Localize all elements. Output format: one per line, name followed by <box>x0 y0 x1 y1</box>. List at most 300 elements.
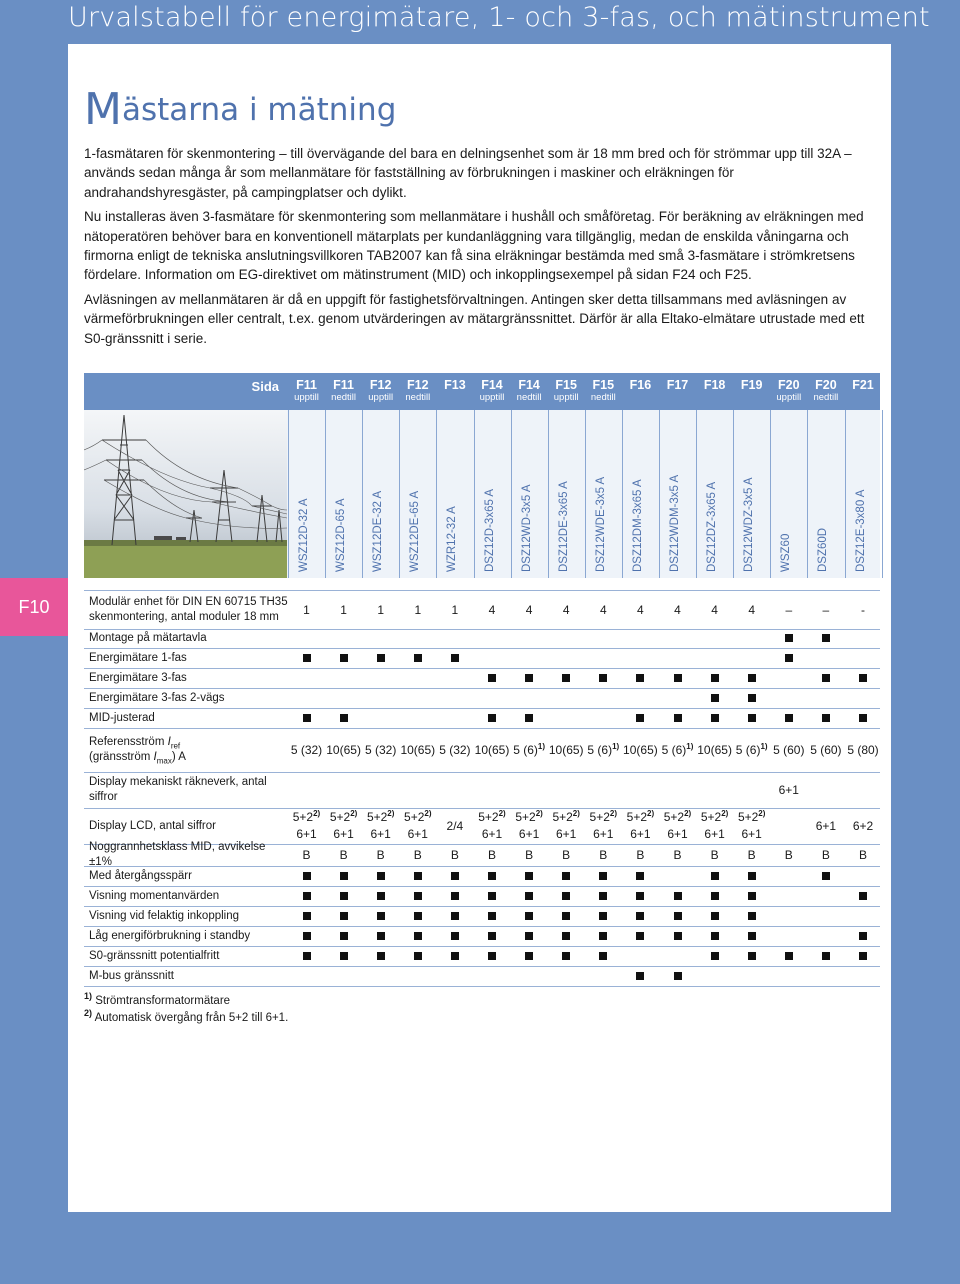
check-square-icon <box>599 932 607 940</box>
table-cell <box>622 648 659 668</box>
check-square-icon <box>377 872 385 880</box>
table-cell: B <box>784 847 793 862</box>
page-ref-position: nedtill <box>516 392 542 403</box>
check-square-icon <box>525 872 533 880</box>
row-label: Referensström $I_{ref}$ (gränsström $I_{max}$) A <box>89 736 186 766</box>
model-name: DSZ12DZ-3x65 A <box>706 481 719 572</box>
check-square-icon <box>340 872 348 880</box>
table-cell <box>362 866 399 886</box>
table-cell <box>362 966 399 986</box>
intro-paragraph: Avläsningen av mellanmätaren är då en uppgift för fastighetsförvaltningen. Antingen sker detta tillsammans med avläsningen av värmeförbrukningen eller centralt, t.ex. genom utvärderingen av mätargränssnittet. Därför är alla Eltako-elmätare utrustade med ett S0-gränssnitt i serie. <box>84 291 865 346</box>
table-cell <box>474 946 511 966</box>
model-name: WSZ12DE-65 A <box>409 490 422 572</box>
check-square-icon <box>562 674 570 682</box>
table-cell: 4 <box>674 602 681 617</box>
check-square-icon <box>859 674 867 682</box>
table-cell: $5+2^{2)}$ 6+1 <box>404 809 432 841</box>
table-cell: 5 (32) <box>365 742 397 757</box>
table-cell: $5+2^{2)}$ 6+1 <box>478 809 506 841</box>
check-square-icon <box>748 912 756 920</box>
check-square-icon <box>525 932 533 940</box>
table-row <box>84 668 880 689</box>
check-square-icon <box>859 892 867 900</box>
page-ref-number: F14 <box>518 378 540 392</box>
page-ref-number: F15 <box>592 378 615 392</box>
table-cell: $5+2^{2)}$ 6+1 <box>366 809 395 841</box>
table-cell: 1 <box>377 602 385 617</box>
table-cell: 4 <box>525 602 533 617</box>
column-divider <box>882 410 883 578</box>
table-row <box>84 886 880 907</box>
check-square-icon <box>822 674 830 682</box>
table-cell <box>845 708 882 728</box>
table-cell <box>585 648 622 668</box>
check-square-icon <box>562 872 570 880</box>
table-cell <box>622 966 659 986</box>
row-label: Display LCD, antal siffror <box>89 819 216 832</box>
table-row <box>84 966 880 987</box>
table-cell <box>770 628 807 648</box>
page-ref-number: F20 <box>815 378 837 392</box>
table-cell <box>474 886 511 906</box>
check-square-icon <box>451 912 459 920</box>
table-cell <box>325 926 362 946</box>
table-cell <box>511 886 548 906</box>
table-cell <box>474 966 511 986</box>
table-cell: 6+1 <box>815 818 837 833</box>
table-cell: 4 <box>488 602 496 617</box>
check-square-icon <box>711 714 719 722</box>
check-square-icon <box>414 912 422 920</box>
column-divider <box>622 410 623 578</box>
page-ref-position: nedtill <box>590 392 616 403</box>
table-row <box>84 708 880 729</box>
table-cell <box>436 966 473 986</box>
table-cell: $5+2^{2)}$ 6+1 <box>737 809 766 841</box>
table-cell <box>733 668 770 688</box>
table-cell <box>733 628 770 648</box>
table-cell: $5+2^{2)}$ 6+1 <box>626 809 655 841</box>
table-cell <box>845 906 882 926</box>
intro-text <box>84 144 876 353</box>
table-cell <box>659 648 696 668</box>
table-cell: 5 (60) <box>773 742 805 757</box>
check-square-icon <box>599 912 607 920</box>
table-cell <box>770 886 807 906</box>
check-square-icon <box>340 714 348 722</box>
table-cell: 1 <box>414 602 422 617</box>
table-cell: 4 <box>637 602 644 617</box>
check-square-icon <box>822 952 830 960</box>
table-cell <box>845 648 882 668</box>
table-cell: $5+2^{2)}$ 6+1 <box>292 809 321 841</box>
table-cell <box>585 688 622 708</box>
table-cell <box>511 946 548 966</box>
check-square-icon <box>785 952 793 960</box>
check-square-icon <box>748 714 756 722</box>
table-cell <box>733 772 770 808</box>
footnote-text: Strömtransformatormätare <box>92 995 231 1007</box>
column-divider <box>548 410 549 578</box>
table-cell <box>622 708 659 728</box>
check-square-icon <box>859 932 867 940</box>
table-cell <box>362 772 399 808</box>
row-label: Visning vid felaktig inkoppling <box>89 909 240 922</box>
table-cell <box>511 688 548 708</box>
table-cell <box>696 648 733 668</box>
table-cell: $5+2^{2)}$ 6+1 <box>515 809 543 841</box>
check-square-icon <box>674 674 682 682</box>
model-name: WSZ12D-32 A <box>298 498 310 572</box>
check-square-icon <box>340 912 348 920</box>
check-square-icon <box>711 892 719 900</box>
page-ref-position: nedtill <box>331 392 356 403</box>
model-name: WSZ12DE-32 A <box>372 490 385 572</box>
table-cell <box>548 668 585 688</box>
model-name: DSZ12WD-3x5 A <box>520 484 533 572</box>
table-row <box>84 688 880 709</box>
check-square-icon <box>748 892 756 900</box>
table-cell <box>511 926 548 946</box>
check-square-icon <box>599 952 607 960</box>
row-label: Energimätare 3-fas 2-vägs <box>89 691 225 704</box>
page-ref-position: nedtill <box>813 392 839 403</box>
table-cell <box>845 926 882 946</box>
column-divider <box>845 410 846 578</box>
table-cell <box>659 866 696 886</box>
table-cell: B <box>673 847 682 862</box>
table-cell <box>288 906 325 926</box>
table-cell <box>436 866 473 886</box>
table-cell: 5 $(6)^{1)}$ <box>735 741 768 757</box>
column-divider <box>288 410 289 578</box>
column-divider <box>696 410 697 578</box>
table-cell <box>362 628 399 648</box>
table-cell <box>436 648 473 668</box>
check-square-icon <box>451 952 459 960</box>
table-cell <box>399 946 436 966</box>
table-cell: 10(65) <box>623 742 658 757</box>
table-cell <box>696 966 733 986</box>
table-cell <box>696 772 733 808</box>
check-square-icon <box>748 694 756 702</box>
table-header-row <box>84 373 880 410</box>
table-cell <box>288 628 325 648</box>
table-cell: 10(65) <box>400 742 436 757</box>
check-square-icon <box>785 654 793 662</box>
table-cell <box>474 906 511 926</box>
table-cell <box>288 946 325 966</box>
column-divider <box>659 410 660 578</box>
check-square-icon <box>599 674 607 682</box>
table-cell <box>288 648 325 668</box>
table-cell <box>807 708 844 728</box>
table-cell: B <box>747 847 756 862</box>
table-cell <box>622 926 659 946</box>
table-cell <box>511 772 548 808</box>
page-ref-number: F11 <box>333 378 355 392</box>
table-cell: 6+1 <box>778 782 799 797</box>
table-cell <box>399 906 436 926</box>
check-square-icon <box>636 674 644 682</box>
table-cell <box>399 708 436 728</box>
column-divider <box>474 410 475 578</box>
table-cell: 4 <box>711 602 718 617</box>
check-square-icon <box>340 892 348 900</box>
table-cell: B <box>413 847 422 862</box>
table-cell: 4 <box>562 602 570 617</box>
row-label: Display mekaniskt räkneverk, antal siffror <box>89 776 267 803</box>
table-cell: 4 <box>599 602 607 617</box>
table-cell <box>436 926 473 946</box>
table-cell <box>436 708 473 728</box>
table-cell <box>622 772 659 808</box>
table-cell <box>696 668 733 688</box>
column-divider <box>362 410 363 578</box>
check-square-icon <box>711 952 719 960</box>
page-heading <box>84 84 396 135</box>
table-cell: B <box>302 847 311 862</box>
table-cell: $5+2^{2)}$ 6+1 <box>329 809 358 841</box>
check-square-icon <box>636 912 644 920</box>
table-cell: – <box>785 602 793 617</box>
page-ref-position: upptill <box>368 392 394 403</box>
check-square-icon <box>340 654 348 662</box>
table-cell <box>511 966 548 986</box>
table-cell: B <box>487 847 496 862</box>
table-cell <box>770 668 807 688</box>
table-cell: – <box>822 602 830 617</box>
model-name: DSZ12WDE-3x5 A <box>594 476 607 572</box>
table-row <box>84 590 880 630</box>
check-square-icon <box>599 892 607 900</box>
table-cell <box>807 926 844 946</box>
table-cell <box>436 906 473 926</box>
model-name: WZR12-32 A <box>446 506 459 572</box>
heading-rest: ästarna i mätning <box>121 92 397 128</box>
check-square-icon <box>599 872 607 880</box>
table-cell <box>511 648 548 668</box>
check-square-icon <box>303 872 311 880</box>
check-square-icon <box>303 892 311 900</box>
page-ref-number: F13 <box>444 378 466 392</box>
table-cell <box>548 708 585 728</box>
table-cell <box>585 966 622 986</box>
column-divider <box>585 410 586 578</box>
table-cell <box>325 772 362 808</box>
check-square-icon <box>340 952 348 960</box>
table-cell <box>659 946 696 966</box>
check-square-icon <box>451 932 459 940</box>
column-divider <box>807 410 808 578</box>
table-cell <box>511 668 548 688</box>
column-divider <box>733 410 734 578</box>
table-cell <box>362 906 399 926</box>
check-square-icon <box>414 952 422 960</box>
check-square-icon <box>303 714 311 722</box>
check-square-icon <box>636 932 644 940</box>
page-ref-number: F16 <box>629 378 652 392</box>
table-cell <box>325 946 362 966</box>
row-label: Noggrannhetsklass MID, avvikelse ±1% <box>89 841 266 868</box>
check-square-icon <box>748 872 756 880</box>
table-cell <box>659 772 696 808</box>
page-ref-number: F18 <box>703 378 726 392</box>
check-square-icon <box>748 674 756 682</box>
table-cell <box>659 966 696 986</box>
page-ref-number: F20 <box>778 378 800 392</box>
table-cell <box>585 946 622 966</box>
check-square-icon <box>748 952 756 960</box>
bottom-band <box>68 1212 891 1284</box>
check-square-icon <box>377 932 385 940</box>
table-row <box>84 841 880 868</box>
power-lines-photo <box>84 410 287 578</box>
table-cell <box>807 772 844 808</box>
table-cell <box>325 668 362 688</box>
table-cell <box>659 688 696 708</box>
table-cell <box>845 966 882 986</box>
table-cell <box>696 886 733 906</box>
table-cell <box>622 886 659 906</box>
table-cell <box>325 906 362 926</box>
row-label: Med återgångsspärr <box>89 869 192 882</box>
check-square-icon <box>785 714 793 722</box>
table-cell <box>733 886 770 906</box>
table-cell: B <box>710 847 719 862</box>
table-cell <box>696 946 733 966</box>
check-square-icon <box>488 872 496 880</box>
table-cell <box>548 772 585 808</box>
table-cell: 5 (32) <box>290 742 323 757</box>
header-bar <box>0 0 960 44</box>
heading-initial: M <box>84 84 122 135</box>
table-cell <box>362 708 399 728</box>
table-cell: - <box>861 602 865 617</box>
table-cell <box>659 668 696 688</box>
table-cell <box>845 668 882 688</box>
check-square-icon <box>377 892 385 900</box>
check-square-icon <box>414 892 422 900</box>
table-cell: B <box>525 847 534 862</box>
table-cell <box>288 772 325 808</box>
table-cell: 4 <box>748 602 756 617</box>
table-cell <box>696 628 733 648</box>
table-cell: 10(65) <box>697 742 732 757</box>
check-square-icon <box>414 872 422 880</box>
table-row <box>84 926 880 947</box>
check-square-icon <box>451 892 459 900</box>
footnote <box>84 1010 288 1027</box>
table-cell <box>325 648 362 668</box>
table-cell: 2/4 <box>446 818 464 833</box>
check-square-icon <box>562 892 570 900</box>
table-cell <box>622 668 659 688</box>
table-cell <box>362 926 399 946</box>
table-cell: 5 (80) <box>847 742 879 757</box>
table-row <box>84 728 880 773</box>
table-cell <box>288 866 325 886</box>
page-ref-number: F11 <box>296 378 317 392</box>
table-cell <box>474 926 511 946</box>
table-cell: B <box>858 847 867 862</box>
table-cell <box>548 628 585 648</box>
check-square-icon <box>488 952 496 960</box>
check-square-icon <box>674 932 682 940</box>
table-cell <box>622 866 659 886</box>
table-row <box>84 866 880 887</box>
check-square-icon <box>303 952 311 960</box>
check-square-icon <box>859 952 867 960</box>
table-cell <box>770 708 807 728</box>
table-cell: $5+2^{2)}$ 6+1 <box>663 809 692 841</box>
table-cell <box>399 772 436 808</box>
table-cell <box>659 708 696 728</box>
table-cell <box>511 906 548 926</box>
table-cell <box>733 906 770 926</box>
check-square-icon <box>674 892 682 900</box>
table-cell <box>770 926 807 946</box>
check-square-icon <box>711 932 719 940</box>
check-square-icon <box>525 714 533 722</box>
table-cell <box>436 886 473 906</box>
row-label: M-bus gränssnitt <box>89 969 175 982</box>
intro-paragraph: Nu installeras även 3-fasmätare för skenmontering som mellanmätare i hushåll och småföretag. För beräkning av elräkningen med nätoperatören behöver bara en konventionell mätarplats per kundanläggning vara tillgänglig, medan de enskilda våningarna och firmorna enligt de tekniska anslutningsvillkoren TAB2007 kan få sina elräkningar bestämda med små 3-fasmätare i strömkretsens fördelare. Information om EG-direktivet om mätinstrument (MID) och inkopplingsexempel på sidan F24 och F25. <box>84 209 864 283</box>
table-cell <box>585 926 622 946</box>
page-ref-number: F17 <box>666 378 689 392</box>
check-square-icon <box>303 932 311 940</box>
check-square-icon <box>674 972 682 980</box>
table-cell: 5 $(6)^{1)}$ <box>587 741 620 757</box>
check-square-icon <box>711 872 719 880</box>
check-square-icon <box>748 932 756 940</box>
section-tab[interactable]: F10 <box>0 578 68 636</box>
table-cell <box>288 708 325 728</box>
model-name: WSZ60 <box>780 533 793 572</box>
table-cell <box>474 866 511 886</box>
check-square-icon <box>414 932 422 940</box>
page-ref-position: upptill <box>776 392 802 403</box>
table-cell <box>399 648 436 668</box>
table-cell: 1 <box>451 602 459 617</box>
table-cell <box>845 866 882 886</box>
table-cell: 6+2 <box>852 818 874 833</box>
check-square-icon <box>303 912 311 920</box>
check-square-icon <box>377 912 385 920</box>
table-cell <box>474 648 511 668</box>
table-cell <box>845 946 882 966</box>
page-ref-position: nedtill <box>405 392 431 403</box>
row-label: Energimätare 3-fas <box>89 671 187 684</box>
check-square-icon <box>785 634 793 642</box>
table-cell: B <box>450 847 459 862</box>
table-cell <box>548 946 585 966</box>
check-square-icon <box>674 912 682 920</box>
table-cell <box>733 866 770 886</box>
check-square-icon <box>525 912 533 920</box>
model-name: DSZ60D <box>817 527 830 572</box>
table-cell <box>845 886 882 906</box>
table-cell <box>659 886 696 906</box>
table-cell <box>622 688 659 708</box>
table-cell: B <box>376 847 385 862</box>
table-cell: B <box>821 847 830 862</box>
table-cell <box>622 628 659 648</box>
check-square-icon <box>451 872 459 880</box>
table-cell: B <box>562 847 571 862</box>
table-cell <box>436 688 473 708</box>
table-cell <box>733 708 770 728</box>
